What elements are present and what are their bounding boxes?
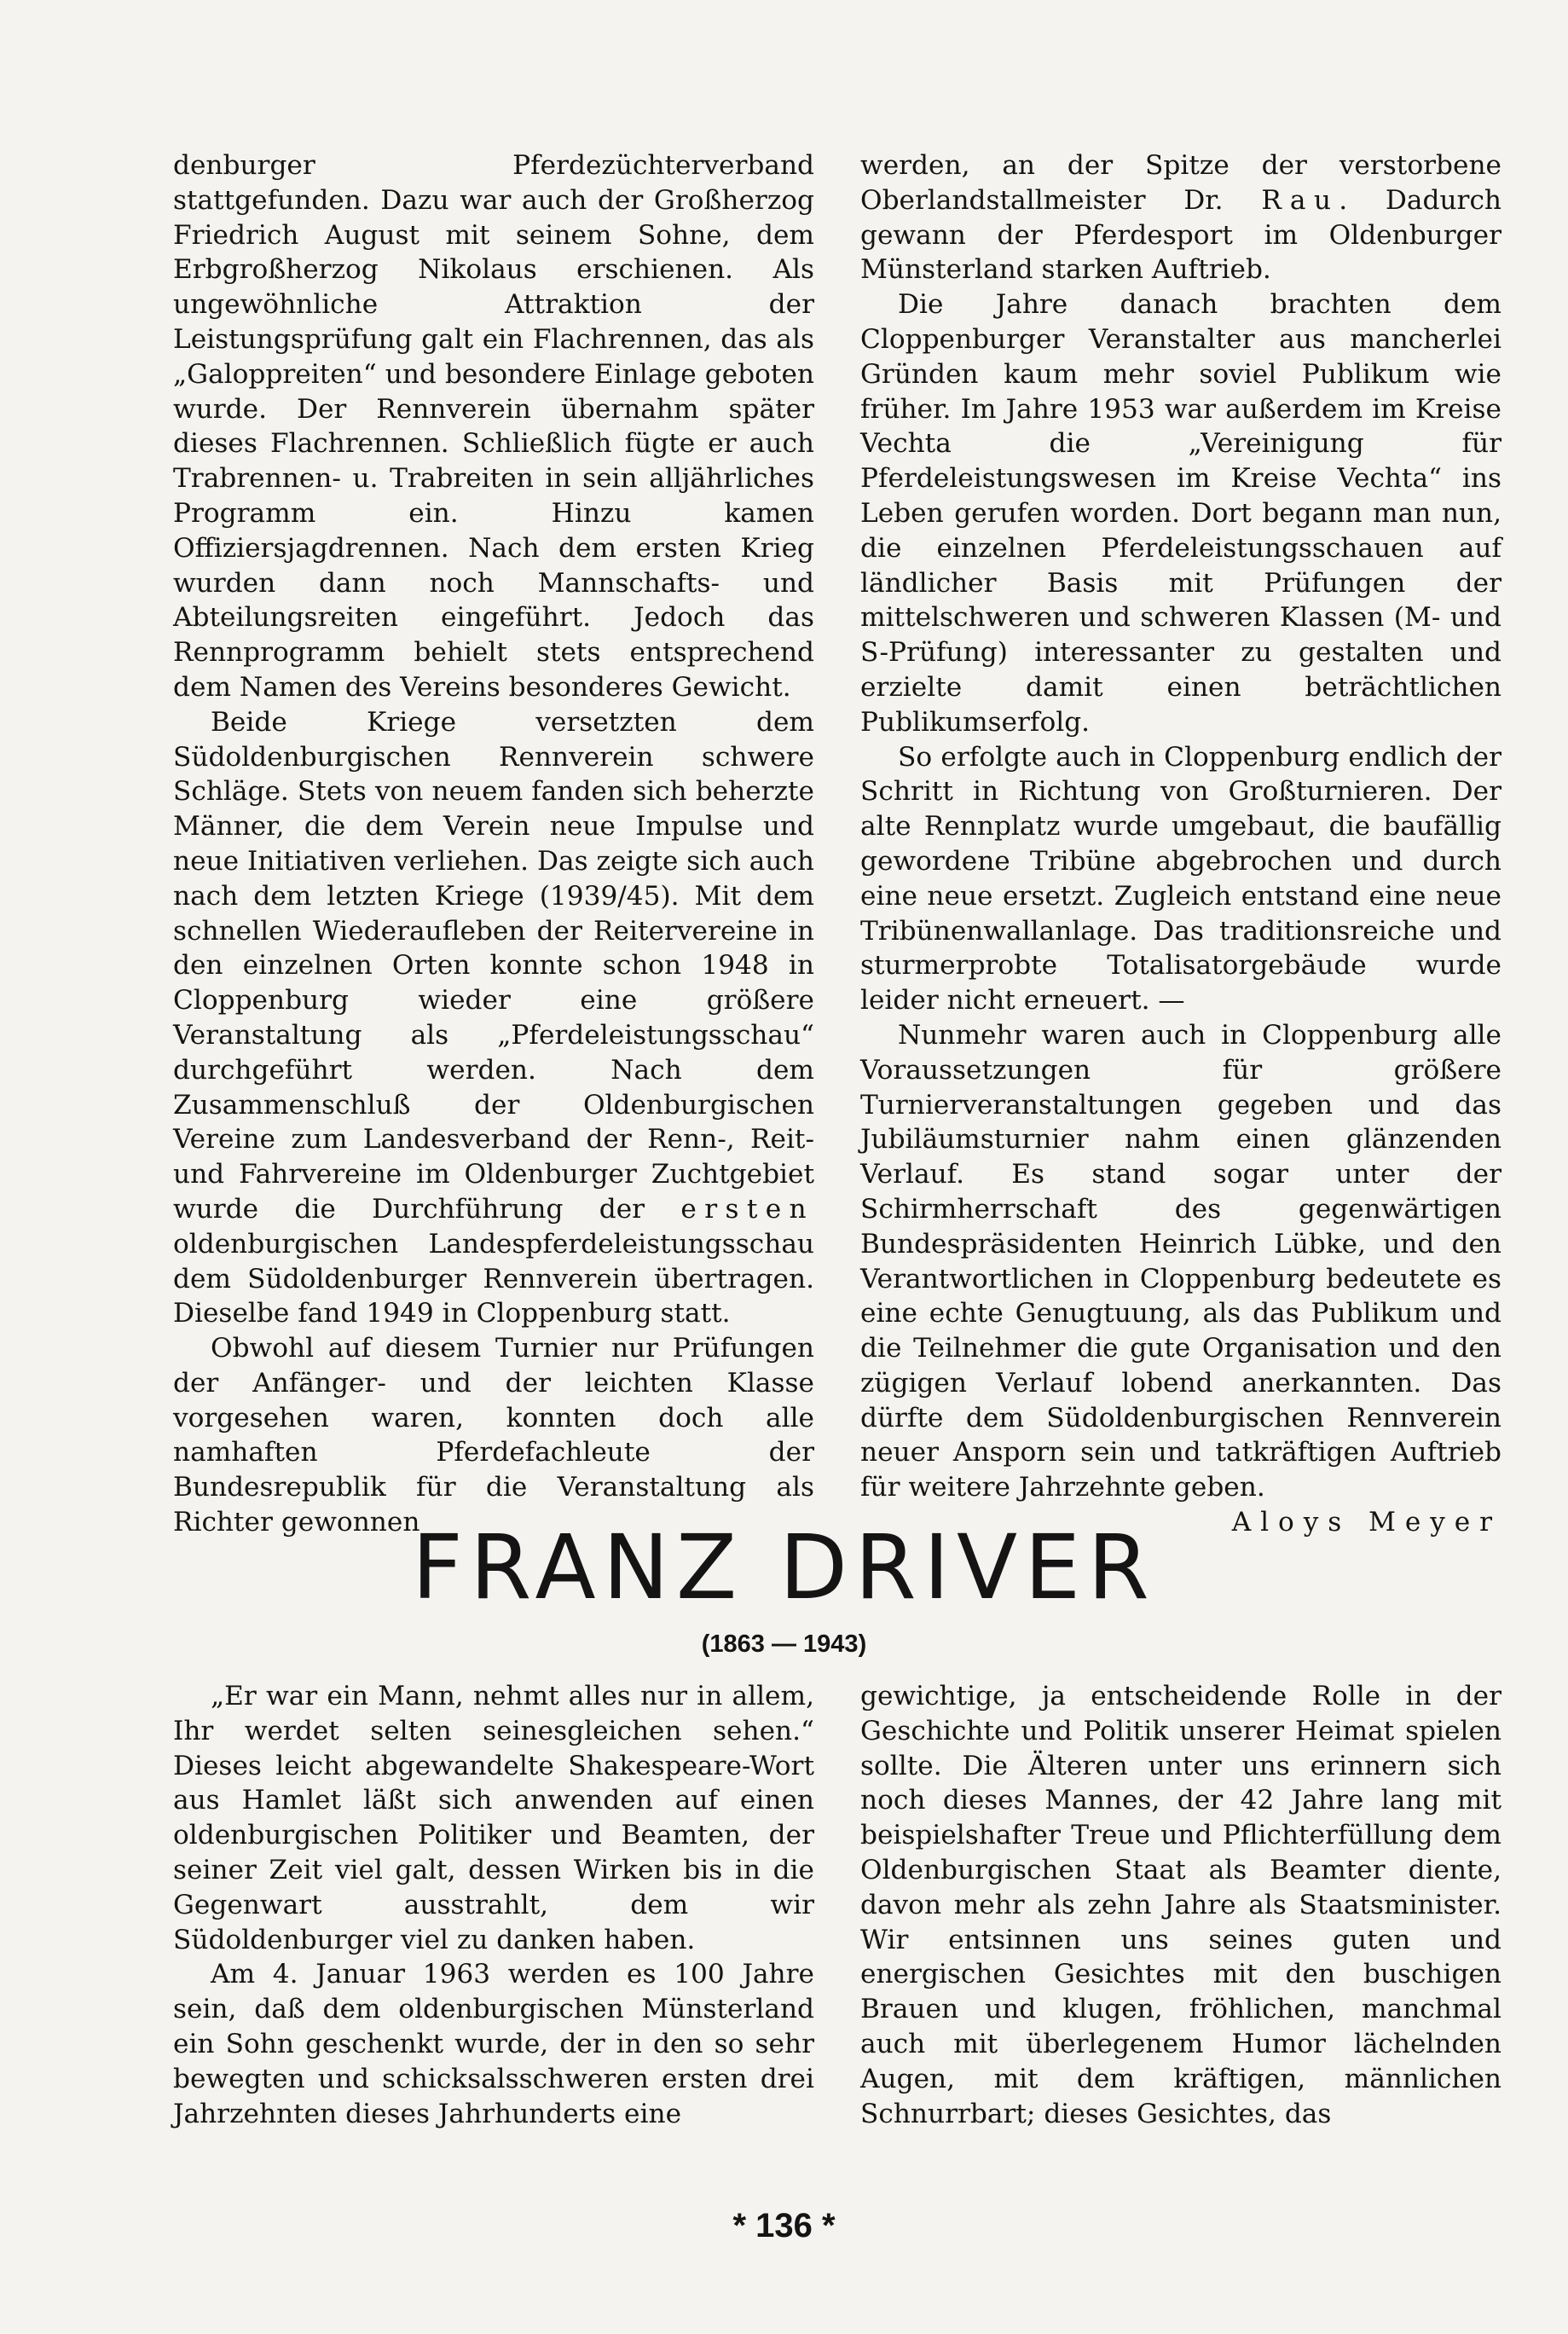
text-run: werden, an der Spitze der verstorbene Oberlandstallmeister Dr. [860, 150, 1501, 216]
paragraph [860, 148, 1501, 287]
paragraph: gewichtige, ja entscheidende Rolle in der Geschichte und Politik unserer Heimat spielen sollte. Die Älteren unter uns erinnern sich noch dieses Mannes, der 42 Jahre lang mit beispielshafter Treue und Pflichterfüllung dem Oldenburgischen Staat als Beamter diente, davon mehr als zehn Jahre als Staatsminister. Wir entsinnen uns seines guten und energischen Gesichtes mit den buschigen Brauen und klugen, fröhlichen, manchmal auch mit überlegenem Humor lächelnden Augen, mit dem kräftigen, männlichen Schnurrbart; dieses Gesichtes, das [860, 1681, 1501, 2129]
article2-right-column [860, 1679, 1501, 2131]
emphasized-name: Rau [1261, 184, 1339, 216]
paragraph: Die Jahre danach brachten dem Cloppenburger Veranstalter aus mancherlei Gründen kaum mehr soviel Publikum wie früher. Im Jahre 1953 war außerdem im Kreise Vechta die „Vereinigung für Pferdeleistungswesen im Kreise Vechta“ ins Leben gerufen worden. Dort begann man nun, die einzelnen Pferdeleistungsschauen auf ländlicher Basis mit Prüfungen der mittelschweren und schweren Klassen (M- und S-Prüfung) interessanter zu gestalten und erzielte damit einen beträchtlichen Publikumserfolg. [860, 289, 1501, 738]
text-run: Beide Kriege versetzten dem Südoldenburgischen Rennverein schwere Schläge. Stets von neuem fanden sich beherzte Männer, die dem Verein neue Impulse und neue Initiativen verliehen. Das zeigte sich auch nach dem letzten Kriege (1939/45). Mit dem schnellen Wiederaufleben der Reitervereine in den einzelnen Orten konnte schon 1948 in Cloppenburg wieder eine größere Veranstaltung als „Pferdeleistungsschau“ durchgeführt werden. Nach dem Zusammenschluß der Oldenburgischen Vereine zum Landesverband der Renn-, Reit- und Fahrvereine im Oldenburger Zuchtgebiet wurde die Durchführung der [173, 706, 814, 1225]
article-title: FRANZ DRIVER [411, 1515, 1157, 1619]
paragraph [173, 705, 814, 1331]
article2-left-column [173, 1679, 814, 2131]
paragraph: Obwohl auf diesem Turnier nur Prüfungen der Anfänger- und der leichten Klasse vorgesehen waren, konnten doch alle namhaften Pferdefachleute der Bundesrepublik für die Veranstaltung als Richter gewonnen [173, 1333, 814, 1538]
article1-left-column [173, 148, 814, 1540]
text-run: oldenburgischen Landespferdeleistungsschau dem Südoldenburger Rennverein übertragen. Dieselbe fand 1949 in Cloppenburg statt. [173, 1228, 814, 1329]
paragraph: Am 4. Januar 1963 werden es 100 Jahre sein, daß dem oldenburgischen Münsterland ein Sohn geschenkt wurde, der in den so sehr bewegten und schicksalsschweren ersten drei Jahrzehnten dieses Jahrhunderts eine [173, 1959, 814, 2129]
text-run: . Dadurch gewann der Pferdesport im Oldenburger Münsterland starken Auftrieb. [860, 184, 1501, 286]
author-signature: Aloys Meyer [1231, 1507, 1501, 1538]
paragraph: denburger Pferdezüchterverband stattgefunden. Dazu war auch der Großherzog Friedrich August mit seinem Sohne, dem Erbgroßherzog Nikolaus erschienen. Als ungewöhnliche Attraktion der Leistungsprüfung galt ein Flachrennen, das als „Galoppreiten“ und besondere Einlage geboten wurde. Der Rennverein übernahm später dieses Flachrennen. Schließlich fügte er auch Trabrennen- u. Trabreiten in sein alljährliches Programm ein. Hinzu kamen Offiziersjagdrennen. Nach dem ersten Krieg wurden dann noch Mannschafts- und Abteilungsreiten eingeführt. Jedoch das Rennprogramm behielt stets entsprechend dem Namen des Vereins besonderes Gewicht. [173, 150, 814, 703]
page-number: * 136 * [732, 2207, 836, 2244]
paragraph [860, 1018, 1501, 1538]
paragraph: So erfolgte auch in Cloppenburg endlich der Schritt in Richtung von Großturnieren. Der alte Rennplatz wurde umgebaut, die baufällig gewordene Tribüne abgebrochen und durch eine neue ersetzt. Zugleich entstand eine neue Tribünenwallanlage. Das traditionsreiche und sturmerprobte Totalisatorgebäude wurde leider nicht erneuert. — [860, 741, 1501, 1016]
text-run: Nunmehr waren auch in Cloppenburg alle Voraussetzungen für größere Turnierveranstaltungen gegeben und das Jubiläumsturnier nahm einen glänzenden Verlauf. Es stand sogar unter der Schirmherrschaft des gegenwärtigen Bundespräsidenten Heinrich Lübke, und den Verantwortlichen in Cloppenburg bedeutete es eine echte Genugtuung, als das Publikum und die Teilnehmer die gute Organisation und den zügigen Verlauf lobend anerkannten. Das dürfte dem Südoldenburgischen Rennverein neuer Ansporn sein und tatkräftigen Auftrieb für weitere Jahrzehnte geben. [860, 1019, 1501, 1503]
article1-right-column [860, 148, 1501, 1540]
emphasized-word: ersten [680, 1193, 814, 1225]
paragraph: „Er war ein Mann, nehmt alles nur in allem, Ihr werdet selten seinesgleichen sehen.“ Dieses leicht abgewandelte Shakespeare-Wort aus Hamlet läßt sich anwenden auf einen oldenburgischen Politiker und Beamten, der seiner Zeit viel galt, dessen Wirken bis in die Gegenwart ausstrahlt, dem wir Südoldenburger viel zu danken haben. [173, 1681, 814, 1955]
life-dates: (1863 — 1943) [701, 1630, 867, 1658]
